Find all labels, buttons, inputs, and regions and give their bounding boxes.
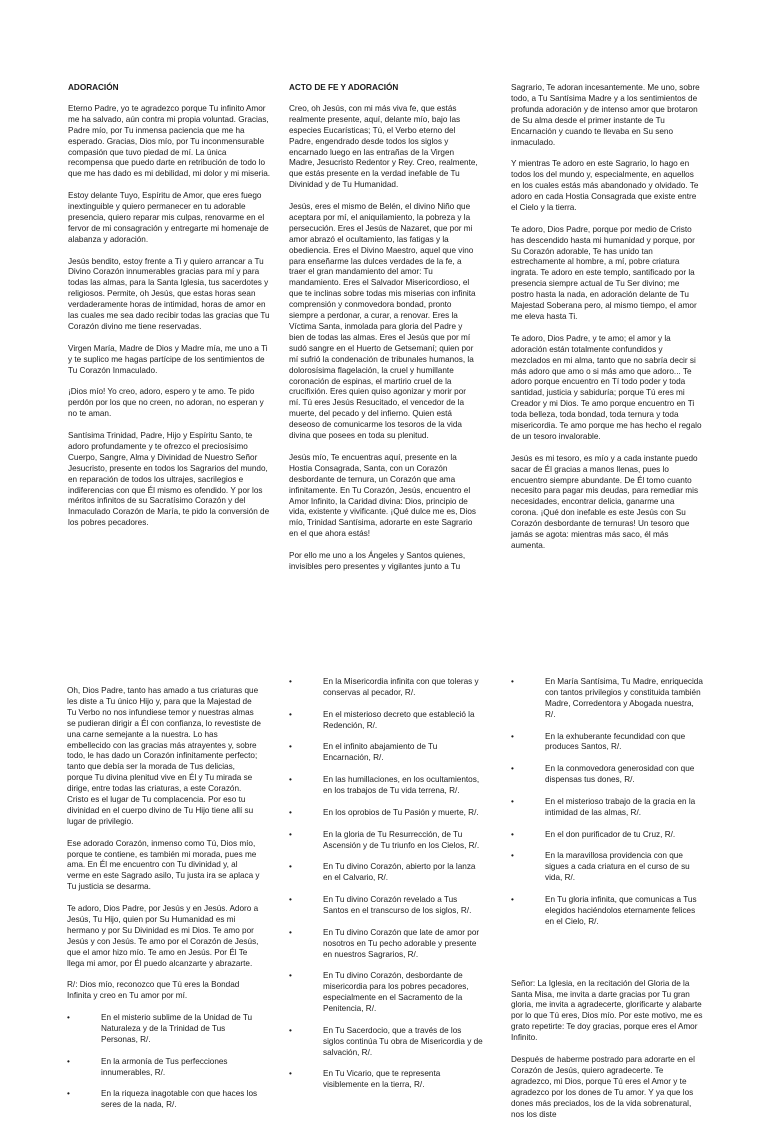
- bullet-item: [289, 1069, 483, 1091]
- paragraph: Y mientras Te adoro en este Sagrario, lo hago en todos los del mundo y, especialmente, en aquellos en los cuales estás más abandonado y olvidado. Te adoro en cada Hostia Consagrada que existe entre el Cielo y la tierra.: [511, 159, 699, 212]
- bullet-icon: •: [511, 764, 514, 774]
- bullet-icon: •: [289, 971, 292, 981]
- paragraph: Te adoro, Dios Padre, por Jesús y en Jesús. Adoro a Jesús, Tu Hijo, quien por Su Humanidad es mi hermano y por Su Divinidad es mi Dios. Te amo por Jesús y con Jesús. Te amo por el Corazón de Jesús, que el amor hizo mío. Te amo en Jesús. Por Él Te llega mi amor, por Él puedo alcanzarte y abrazarte.: [67, 904, 259, 968]
- bullet-text: En Tu gloria infinita, que comunicas a Tus elegidos haciéndolos eternamente felices en el Cielo, R/.: [545, 895, 697, 926]
- bullet-icon: •: [289, 709, 292, 719]
- bullet-icon: •: [511, 796, 514, 806]
- adoracion-heading: ADORACIÓN: [68, 83, 119, 92]
- bullet-text: En la maravillosa providencia con que sigues a cada criatura en el curso de su vida, R/.: [545, 851, 690, 883]
- page2-column-1: [67, 686, 262, 1122]
- paragraph: Jesús, eres el mismo de Belén, el divino Niño que aceptara por mí, el aniquilamiento, la pobreza y la persecución. Eres el Jesús de Nazaret, que por mi amor abrazó el ocultamiento, las fatigas y la obediencia. Eres el Divino Maestro, aquel que vino para enseñarme las dulces verdades de la fe, a traer el gran mandamiento del amor: Tu mandamiento. Eres el Salvador Misericordioso, el que te inclinas sobre todas mis miserias con infinita comprensión y conmovedora bondad, pronto siempre a perdonar, a curar, a renovar. Eres la Víctima Santa, inmolada para gloria del Padre y bien de todas las almas. Eres el Jesús que por mí sudó sangre en el Huerto de Getsemaní; quien por mí sufrió la condenación de tribunales humanos, la dolorosísima flagelación, la cruel y humillante coronación de espinas, el martirio cruel de la crucifixión. Eres quien quiso agonizar y morir por mí. Tú eres Jesús Resucitado, el vencedor de la muerte, del pecado y del infierno. Quien está deseoso de comunicarme los tesoros de la vida divina que posees en toda su plenitud.: [289, 202, 476, 441]
- bullet-icon: •: [289, 807, 292, 817]
- bullet-text: En Tu divino Corazón, desbordante de misericordia para los pobres pecadores, especialmente en el Sacramento de la Penitencia, R/.: [323, 971, 469, 1014]
- paragraph: ¡Dios mío! Yo creo, adoro, espero y te amo. Te pido perdón por los que no creen, no adoran, no esperan y no te aman.: [68, 387, 264, 419]
- paragraph: Creo, oh Jesús, con mi más viva fe, que estás realmente presente, aquí, delante mío, bajo las especies Eucarísticas; Tú, el Verbo eterno del Padre, engendrado desde todos los siglos y encarnado luego en las entrañas de la Virgen Madre, Jesucristo Redentor y Rey. Creo, realmente, que estás presente en la verdad inefable de Tu Divinidad y de Tu Humanidad.: [289, 103, 478, 190]
- bullet-icon: •: [67, 1056, 70, 1066]
- bullet-text: En las humillaciones, en los ocultamientos, en los trabajos de Tu vida terrena, R/.: [323, 775, 480, 796]
- bullet-item: [67, 1057, 262, 1079]
- bullet-icon: •: [511, 895, 514, 905]
- paragraph: Estoy delante Tuyo, Espíritu de Amor, que eres fuego inextinguible y quiero permanecer en tu adorable presencia, quiero reparar mis culpas, renovarme en el fervor de mi consagración y entregarte mi homenaje de alabanza y adoración.: [68, 191, 269, 244]
- bullet-icon: •: [289, 742, 292, 752]
- paragraph: Santísima Trinidad, Padre, Hijo y Espíritu Santo, te adoro profundamente y te ofrezco el preciosísimo Cuerpo, Sangre, Alma y Divinidad de Nuestro Señor Jesucristo, presente en todos los Sagrarios del mundo, en reparación de todos los ultrajes, sacrilegios e indiferencias con que Él mismo es ofendido. Y por los méritos infinitos de su Sacratísimo Corazón y del Inmaculado Corazón de María, te pido la conversión de los pobres pecadores.: [68, 431, 270, 528]
- paragraph: Por ello me uno a los Ángeles y Santos quienes, invisibles pero presentes y vigilantes junto a Tu: [289, 551, 466, 571]
- bullet-text: En el misterioso decreto que estableció la Redención, R/.: [323, 709, 475, 730]
- bullet-text: En el misterio sublime de la Unidad de Tu Naturaleza y de la Trinidad de Tus Personas, R/.: [101, 1013, 253, 1044]
- paragraph: Jesús es mi tesoro, es mío y a cada instante puedo sacar de Él gracias a manos llenas, pues lo encuentro siempre abundante. De Él tomo cuanto necesito para pagar mis deudas, para remediar mis necesidades, encontrar delicia, ganarme una corona. ¡Qué don inefable es este Jesús con Su Corazón desbordante de ternuras! Un tesoro que jamás se agota: mientras más saco, él más aumenta.: [511, 453, 699, 550]
- bullet-item: [289, 895, 483, 917]
- bullet-icon: •: [511, 731, 514, 741]
- bullet-icon: •: [289, 895, 292, 905]
- paragraph: Virgen María, Madre de Dios y Madre mía, me uno a Ti y te suplico me hagas partícipe de los sentimientos de Tu Corazón Inmaculado.: [68, 343, 268, 375]
- bullet-item: [511, 677, 706, 721]
- bullet-text: En el infinito abajamiento de Tu Encarnación, R/.: [323, 742, 438, 763]
- bullet-text: En la riqueza inagotable con que haces los seres de la nada, R/.: [101, 1089, 258, 1110]
- paragraph: Te adoro, Dios Padre, porque por medio de Cristo has descendido hasta mi humanidad y porque, por Su Corazón adorable, Te has unido tan estrechamente al hombre, a mí, pobre criatura ingrata. Te adoro en este templo, santificado por la presencia siempre actual de Tu Ser divino; me postro hasta la nada, en adoración delante de Tu Majestad Soberana pero, al mismo tiempo, el amor me eleva hasta Ti.: [511, 224, 697, 321]
- bullet-icon: •: [67, 1013, 70, 1023]
- bullet-item: [289, 775, 483, 797]
- bullet-item: [289, 971, 483, 1015]
- spacer: [511, 939, 706, 979]
- bullet-icon: •: [511, 677, 514, 686]
- bullet-item: [289, 677, 483, 699]
- bullet-item: [511, 732, 706, 754]
- bullet-icon: •: [511, 829, 514, 839]
- bullet-text: En Tu divino Corazón revelado a Tus Santos en el transcurso de los siglos, R/.: [323, 895, 472, 915]
- bullet-icon: •: [511, 851, 514, 861]
- bullet-item: [289, 710, 483, 732]
- bullet-text: En la gloria de Tu Resurrección, de Tu Ascensión y de Tu triunfo en los Cielos, R/.: [323, 829, 480, 850]
- bullet-text: En Tu Vicario, que te representa visiblemente en la tierra, R/.: [323, 1069, 441, 1090]
- bullet-icon: •: [289, 1069, 292, 1079]
- paragraph: Sagrario, Te adoran incesantemente. Me uno, sobre todo, a Tu Santísima Madre y a los sentimientos de profunda adoración y de intenso amor que brotaron de Su alma desde el primer instante de Tu Encarnación y cuando te llevaba en Su seno inmaculado.: [511, 83, 700, 147]
- bullet-item: [289, 830, 483, 852]
- paragraph: Ese adorado Corazón, inmenso como Tú, Dios mío, porque te contiene, es también mi morada, pues me ama. En Él me encuentro con Tu divinidad y, al verme en este Sagrado asilo, Tu justa ira se aplaca y Tu justicia se desarma.: [67, 838, 260, 892]
- bullet-text: En el misterioso trabajo de la gracia en la intimidad de las almas, R/.: [545, 796, 696, 817]
- paragraph: Eterno Padre, yo te agradezco porque Tu infinito Amor me ha salvado, aún contra mi propia voluntad. Gracias, Padre mío, por Tu inmensa paciencia que me ha esperado. Gracias, Dios mío, por Tu inconmensurable compasión que tuvo piedad de mí. La única recompensa que puedo darte en retribución de todo lo que me has dado es mi debilidad, mi dolor y mi miseria.: [68, 103, 271, 179]
- paragraph: Después de haberme postrado para adorarte en el Corazón de Jesús, quiero agradecerte. Te agradezco, mi Dios, porque Tú eres el Amor y te agradezco por los dones de Tu amor. Y ya que los dones más preciados, los de la vida sobrenatural, nos los diste: [511, 1054, 695, 1119]
- bullet-text: En la Misericordia infinita con que toleras y conservas al pecador, R/.: [323, 677, 479, 697]
- bullet-icon: •: [289, 677, 292, 686]
- bullet-icon: •: [289, 927, 292, 937]
- bullet-item: [67, 1089, 262, 1111]
- bullet-text: En la exhuberante fecundidad con que produces Santos, R/.: [545, 731, 686, 752]
- paragraph: R/: Dios mío, reconozco que Tú eres la Bondad Infinita y creo en Tu amor por mí.: [67, 980, 240, 1001]
- page1-column-2: [289, 83, 479, 584]
- bullet-item: [289, 1026, 483, 1059]
- page1-column-3: [511, 83, 703, 563]
- bullet-item: [289, 928, 483, 961]
- bullet-item: [289, 808, 483, 819]
- paragraph: Señor: La Iglesia, en la recitación del Gloria de la Santa Misa, me invita a darte gracias por Tu gran gloria, me invita a agradecerte, glorificarte y alabarte por lo que Tú eres, Dios mío. Por este motivo, me es grato repetirte: Te doy gracias, porque eres el Amor Infinito.: [511, 978, 703, 1043]
- paragraph: Te adoro, Dios Padre, y te amo; el amor y la adoración están totalmente confundidos y mezclados en mi alma, tanto que no sabría decir si más adoro que amo o si más amo que adoro... Te adoro porque encuentro en Tí todo poder y toda santidad, justicia y sabiduría; porque Tú eres mi Creador y mi Dios. Te amo porque encuentro en Ti toda belleza, toda bondad, toda ternura y toda misericordia. Te amo porque me has hecho el regalo de un tesoro invalorable.: [511, 333, 702, 441]
- bullet-text: En la conmovedora generosidad con que dispensas tus dones, R/.: [545, 764, 695, 785]
- bullet-item: [511, 895, 706, 928]
- bullet-item: [511, 851, 706, 884]
- page2-column-2: [289, 677, 483, 1102]
- paragraph: Oh, Dios Padre, tanto has amado a tus criaturas que les diste a Tu único Hijo y, para que la Majestad de Tu Verbo no nos infundiese temor y nuestras almas se pudieran dirigir a Él con confianza, lo revestiste de una carne semejante a la nuestra. Lo has embellecido con las gracias más atrayentes y, sobre todo, le has dado un Corazón infinitamente perfecto; tanto que debía ser la morada de Tus delicias, porque Tu divina plenitud vive en Él y Tu mirada se dirige, entre todas las criaturas, a este Corazón. Cristo es el lugar de Tu complacencia. Por eso tu divinidad en el cuerpo divino de Tu Hijo tiene allí su lugar de privilegio.: [67, 686, 261, 826]
- bullet-text: En la armonía de Tus perfecciones innumerables, R/.: [101, 1056, 228, 1077]
- bullet-text: En el don purificador de tu Cruz, R/.: [545, 829, 676, 839]
- paragraph: Jesús mío, Te encuentras aquí, presente en la Hostia Consagrada, Santa, con un Corazón desbordante de ternura, un Corazón que ama infinitamente. En Tu Corazón, Jesús, encuentro el Amor Infinito, la Caridad divina: Dios, principio de vida, existente y vivificante. ¡Qué dulce me es, Dios mío, Trinidad Santísima, adorarte en este Sagrario en el que ahora estás!: [289, 452, 477, 539]
- acto-de-fe-heading: ACTO DE FE Y ADORACIÓN: [289, 83, 399, 92]
- page2-column-3: [511, 677, 706, 1131]
- bullet-icon: •: [289, 862, 292, 872]
- bullet-text: En Tu Sacerdocio, que a través de los siglos continúa Tu obra de Misericordia y de salvación, R/.: [323, 1025, 483, 1057]
- bullet-item: [511, 830, 706, 841]
- bullet-text: En María Santísima, Tu Madre, enriquecida con tantos privilegios y constituida también Madre, Corredentora y Abogada nuestra, R/.: [545, 677, 703, 719]
- bullet-text: En Tu divino Corazón que late de amor por nosotros en Tu pecho adorable y presente en nuestros Sagrarios, R/.: [323, 927, 480, 959]
- bullet-text: En Tu divino Corazón, abierto por la lanza en el Calvario, R/.: [323, 862, 476, 883]
- bullet-text: En los oprobios de Tu Pasión y muerte, R/.: [323, 807, 479, 817]
- bullet-item: [289, 742, 483, 764]
- bullet-icon: •: [289, 1025, 292, 1035]
- page1-column-1: [68, 83, 273, 540]
- bullet-item: [67, 1013, 262, 1046]
- bullet-item: [289, 862, 483, 884]
- paragraph: Jesús bendito, estoy frente a Ti y quiero arrancar a Tu Divino Corazón innumerables gracias para mí y para todas las almas, para la Santa Iglesia, tus sacerdotes y religiosos. Permite, oh Jesús, que estas horas sean verdaderamente horas de intimidad, horas de amor en las cuales me sea dado recibir todas las gracias que Tu Corazón divino me tiene reservadas.: [68, 256, 270, 331]
- bullet-item: [511, 797, 706, 819]
- bullet-icon: •: [289, 829, 292, 839]
- bullet-item: [511, 764, 706, 786]
- bullet-icon: •: [289, 775, 292, 785]
- bullet-icon: •: [67, 1089, 70, 1099]
